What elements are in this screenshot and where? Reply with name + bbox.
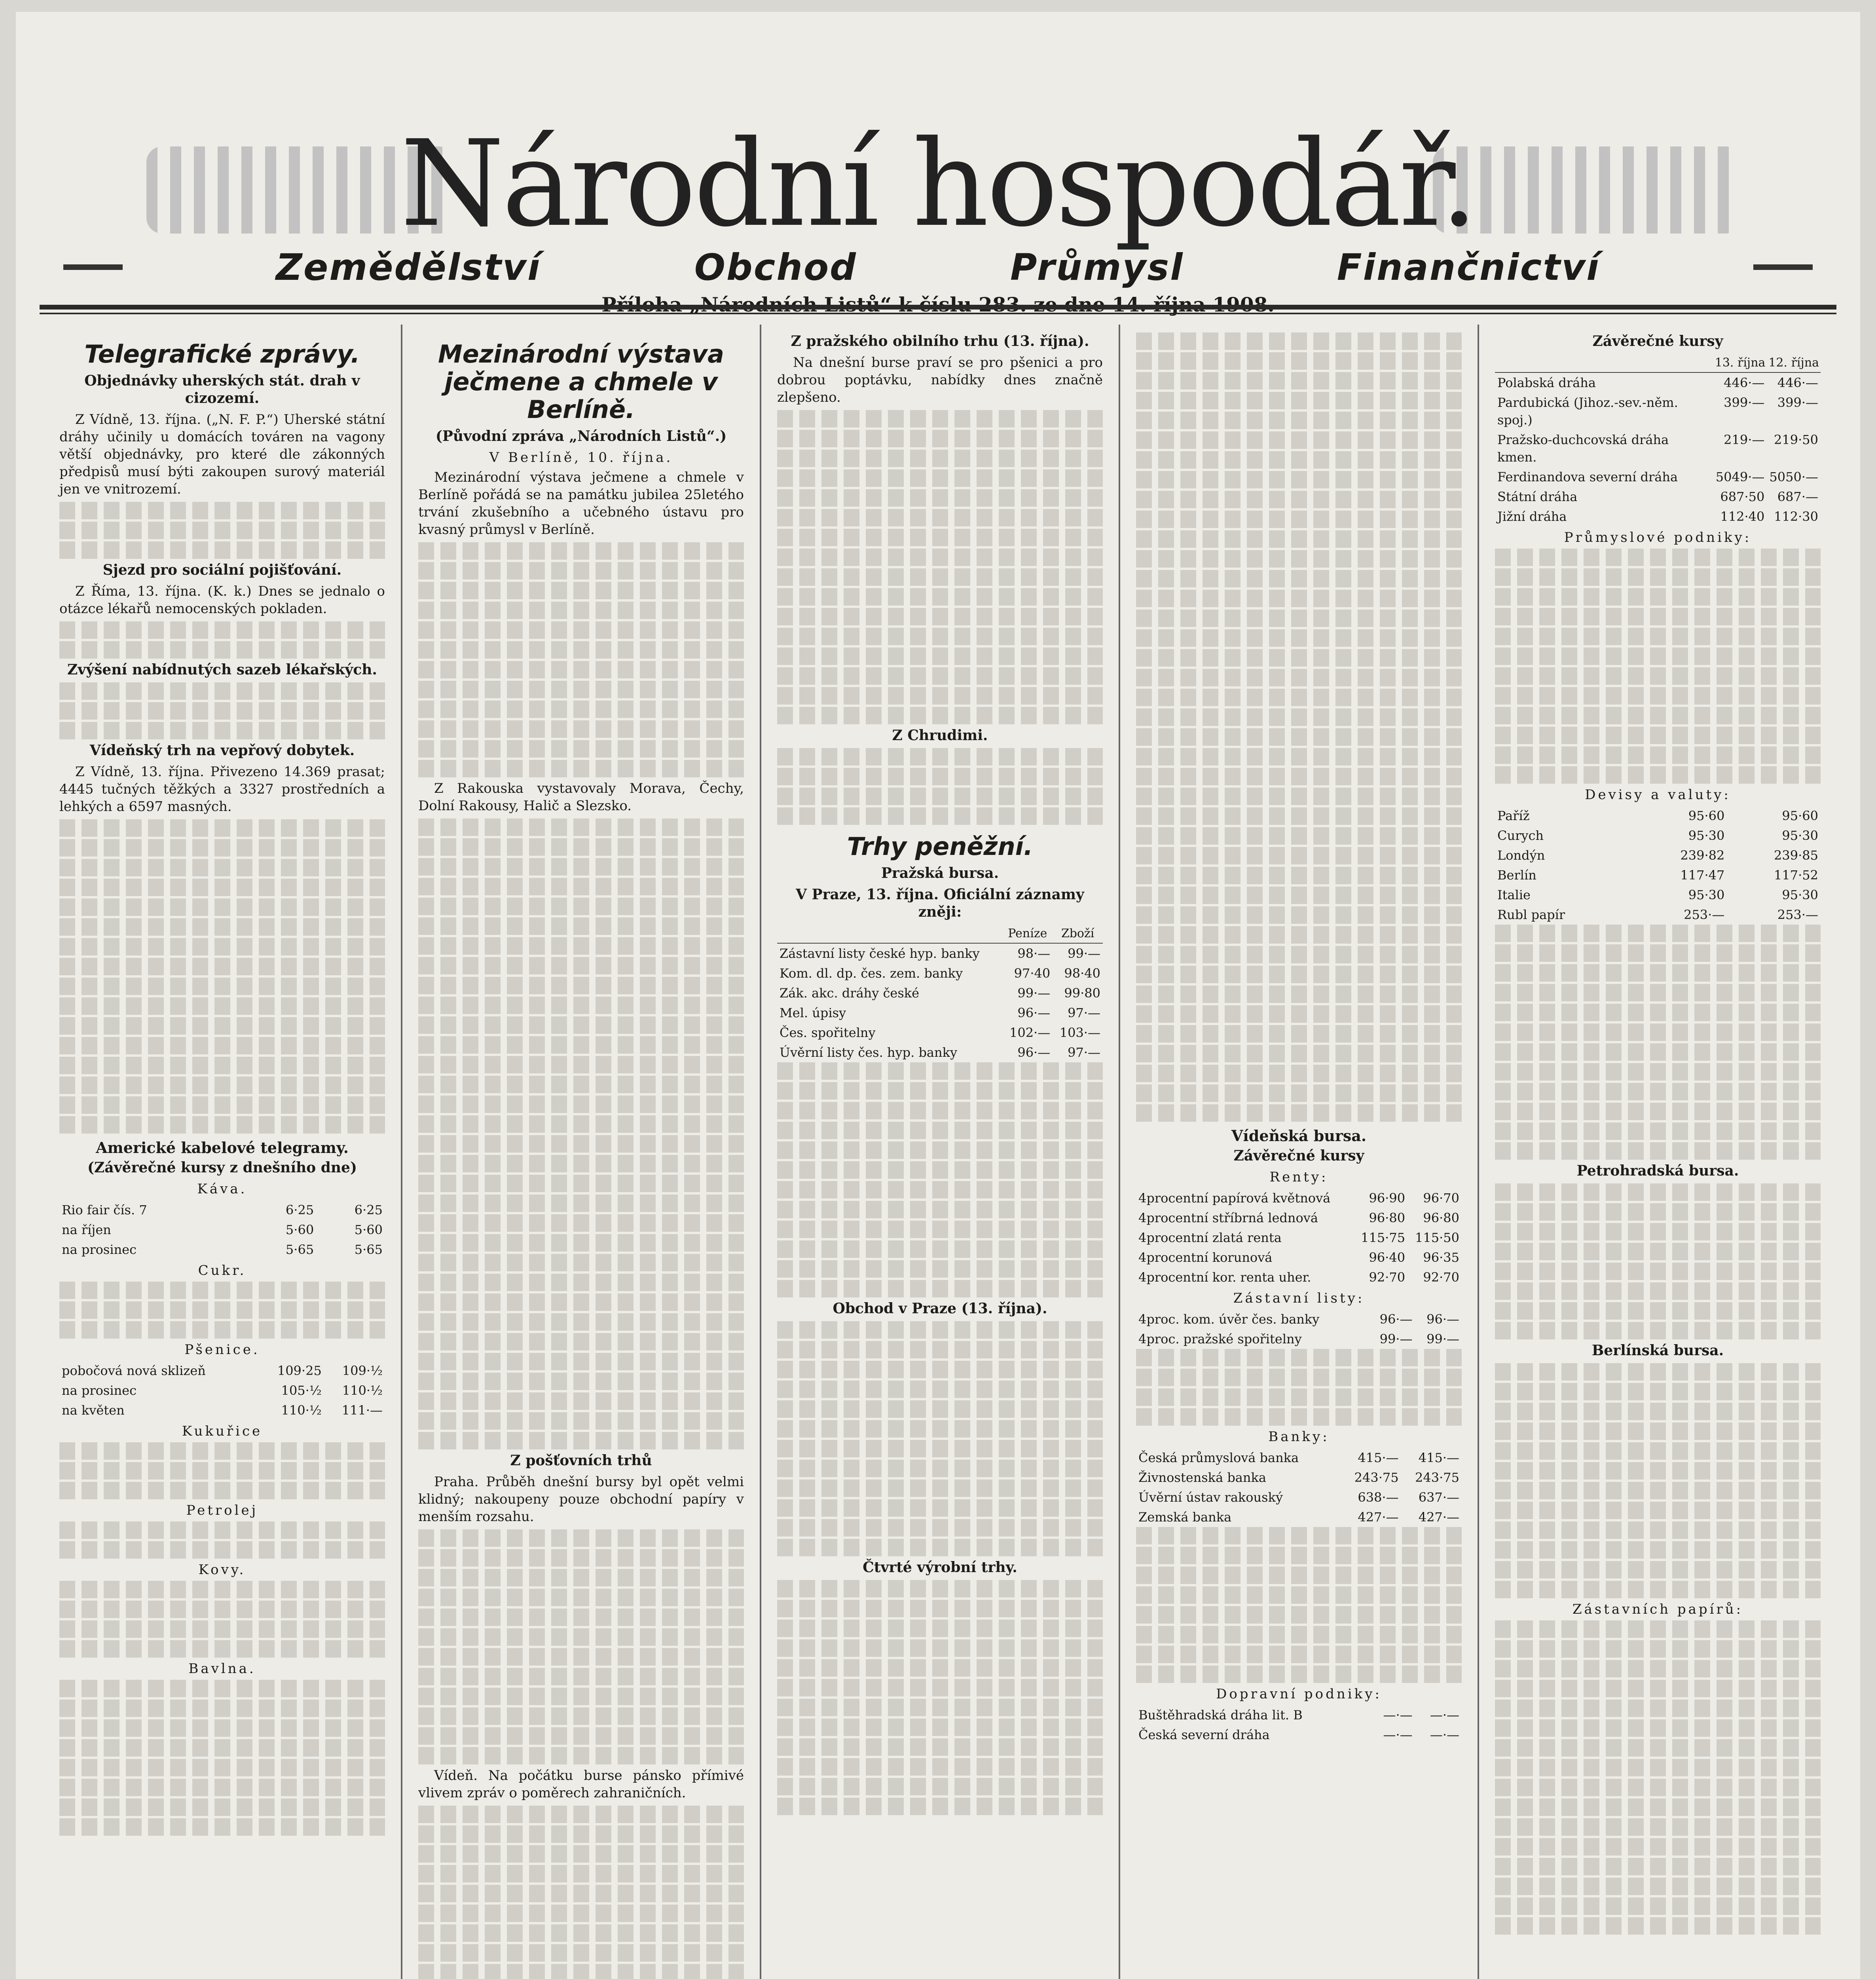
table-row xyxy=(1495,865,1821,885)
col3-sub2: Z Chrudimi. xyxy=(892,727,988,744)
row-label: Kom. dl. dp. čes. zem. banky xyxy=(780,966,963,981)
row-value: 5·65 xyxy=(354,1242,383,1257)
market-head-kovy: Kovy. xyxy=(198,1562,246,1578)
row-value: 427·— xyxy=(1358,1510,1399,1525)
table-row xyxy=(777,1023,1103,1043)
row-label: 4proc. kom. úvěr čes. banky xyxy=(1138,1312,1320,1327)
row-label: 4procentní kor. renta uher. xyxy=(1138,1270,1311,1285)
table-row xyxy=(1495,487,1821,507)
row-value: 239·82 xyxy=(1680,848,1725,863)
row-value: 415·— xyxy=(1358,1450,1399,1465)
row-value: 109·25 xyxy=(277,1363,322,1378)
row-value: 92·70 xyxy=(1369,1270,1406,1285)
table-header xyxy=(1495,354,1821,372)
column-3 xyxy=(761,325,1120,1979)
wheat-table xyxy=(59,1361,385,1420)
row-value: 115·50 xyxy=(1415,1230,1459,1245)
row-label: 4proc. pražské spořitelny xyxy=(1138,1331,1302,1347)
zastavni-table xyxy=(1136,1309,1462,1349)
row-value: 97·— xyxy=(1068,1045,1100,1060)
column-4 xyxy=(1120,325,1479,1979)
row-label: Česká průmyslová banka xyxy=(1138,1450,1299,1465)
row-label: Úvěrní ústav rakouský xyxy=(1138,1490,1283,1505)
table-row xyxy=(1136,1487,1462,1507)
row-value: —·— xyxy=(1383,1707,1413,1723)
row-value: 96·70 xyxy=(1423,1191,1459,1206)
row-value: 97·— xyxy=(1068,1005,1100,1020)
row-value: 97·40 xyxy=(1014,966,1051,981)
table-row xyxy=(1495,430,1821,467)
table-row xyxy=(1136,1188,1462,1208)
row-label: Paříž xyxy=(1497,808,1530,823)
row-label: Rio fair čís. 7 xyxy=(62,1202,147,1217)
table-row xyxy=(777,1003,1103,1023)
row-value: 638·— xyxy=(1358,1490,1399,1505)
col2-p3: Praha. Průběh dnešní bursy byl opět velmi klidný; nakoupeny pouze obchodní papíry v menším rozsahu. xyxy=(418,1474,744,1525)
row-value: 5050·— xyxy=(1769,469,1818,484)
col4-heading: Vídeňská bursa. xyxy=(1231,1127,1367,1145)
table-row xyxy=(59,1361,385,1381)
col1-p4: Z Vídně, 13. října. Přivezeno 14.369 prasat; 4445 tučných těžkých a 3327 prostředních a lehkých a 6597 masných. xyxy=(59,764,385,815)
row-value: 110·½ xyxy=(281,1403,322,1418)
row-value: 96·— xyxy=(1379,1312,1413,1327)
row-value: —·— xyxy=(1430,1727,1459,1742)
row-value: 253·— xyxy=(1684,907,1725,922)
row-label: Londýn xyxy=(1497,848,1545,863)
market-head-bavlna: Bavlna. xyxy=(188,1661,256,1677)
col1-heading: Telegrafické zprávy. xyxy=(84,340,360,368)
row-value: 92·70 xyxy=(1423,1270,1459,1285)
col1-p1: Z Vídně, 13. října. („N. F. P.“) Uherské státní dráhy učinily u domácích továren na vagony větší objednávky, pro které dle zákonných předpisů musí býti zakoupen surový materiál jen ve vnitrozemí. xyxy=(59,412,385,497)
header-rule-thin xyxy=(40,313,1836,314)
coffee-table xyxy=(59,1200,385,1259)
row-label: Pardubická (Jihoz.-sev.-něm. spoj.) xyxy=(1497,395,1678,427)
col2-p1: Mezinárodní výstava ječmene a chmele v Berlíně pořádá se na památku jubilea 25letého trvání zkušebního a učebného ústavu pro kvasný průmysl v Berlíně. xyxy=(418,469,744,537)
row-value: 95·60 xyxy=(1688,808,1725,823)
col5-head: Závěrečné kursy xyxy=(1592,333,1723,349)
col5-sub-zas: Zástavních papírů: xyxy=(1572,1601,1743,1617)
row-value: 109·½ xyxy=(342,1363,383,1378)
table-row xyxy=(1136,1705,1462,1725)
row-value: 99·— xyxy=(1426,1331,1459,1347)
row-label: Polabská dráha xyxy=(1497,375,1596,390)
header-cell xyxy=(1495,354,1713,372)
col1-sub5b: (Závěrečné kursy z dnešního dne) xyxy=(87,1159,357,1176)
table-row xyxy=(1495,372,1821,393)
row-value: 102·— xyxy=(1009,1025,1051,1040)
row-value: 253·— xyxy=(1777,907,1818,922)
row-label: Zástavní listy české hyp. banky xyxy=(780,946,980,961)
row-value: 96·90 xyxy=(1369,1191,1406,1206)
rule-dash xyxy=(1753,264,1813,270)
row-label: Úvěrní listy čes. hyp. banky xyxy=(780,1045,958,1060)
col4-sub-banky: Banky: xyxy=(1268,1429,1330,1445)
row-label: na květen xyxy=(62,1403,125,1418)
table-row xyxy=(1495,806,1821,826)
row-value: 96·— xyxy=(1017,1005,1051,1020)
col1-p2: Z Říma, 13. října. (K. k.) Dnes se jednalo o otázce lékařů nemocenských pokladen. xyxy=(59,583,385,617)
row-value: 96·80 xyxy=(1423,1210,1459,1225)
table-row xyxy=(1136,1329,1462,1349)
col5-sub-berlin: Berlínská bursa. xyxy=(1591,1342,1724,1359)
row-value: 115·75 xyxy=(1361,1230,1406,1245)
row-value: 96·— xyxy=(1426,1312,1459,1327)
row-value: 117·47 xyxy=(1680,868,1725,883)
table-row xyxy=(59,1220,385,1240)
row-value: 99·80 xyxy=(1064,986,1100,1001)
header-cell: Zboží xyxy=(1053,925,1103,943)
row-label: 4procentní zlatá renta xyxy=(1138,1230,1282,1245)
row-value: 95·30 xyxy=(1688,828,1725,843)
market-head-cukr: Cukr. xyxy=(198,1263,247,1278)
table-row xyxy=(777,1043,1103,1062)
row-value: 446·— xyxy=(1724,375,1765,390)
row-value: 96·35 xyxy=(1423,1250,1459,1265)
table-row xyxy=(1136,1309,1462,1329)
row-value: 95·30 xyxy=(1688,887,1725,902)
row-value: —·— xyxy=(1383,1727,1413,1742)
row-value: 687·— xyxy=(1777,489,1818,504)
row-value: 111·— xyxy=(341,1403,383,1418)
row-value: 446·— xyxy=(1777,375,1818,390)
col1-sub1: Objednávky uherských stát. drah v cizozemí. xyxy=(84,372,360,406)
row-label: Zák. akc. dráhy české xyxy=(780,986,920,1001)
row-value: 110·½ xyxy=(342,1383,383,1398)
table-row xyxy=(777,943,1103,963)
newspaper-page xyxy=(16,12,1860,1979)
row-label: Živnostenská banka xyxy=(1138,1470,1266,1485)
col5-sub-prumysl: Průmyslové podniky: xyxy=(1564,530,1752,545)
row-value: 99·— xyxy=(1017,986,1051,1001)
row-value: 239·85 xyxy=(1774,848,1818,863)
row-value: —·— xyxy=(1430,1707,1459,1723)
row-value: 103·— xyxy=(1059,1025,1100,1040)
row-label: Berlín xyxy=(1497,868,1536,883)
market-head-kava: Káva. xyxy=(197,1181,247,1197)
columns xyxy=(44,325,1836,1979)
table-row xyxy=(1495,905,1821,925)
masthead xyxy=(16,115,1860,321)
row-value: 99·— xyxy=(1379,1331,1413,1347)
row-value: 427·— xyxy=(1418,1510,1459,1525)
table-row xyxy=(1136,1468,1462,1487)
header-cell: 13. října xyxy=(1713,354,1767,372)
row-value: 637·— xyxy=(1418,1490,1459,1505)
header-cell xyxy=(777,925,1002,943)
section-zemedelstvi: Zemědělství xyxy=(276,246,541,289)
row-value: 95·30 xyxy=(1782,828,1818,843)
col3-dateline: V Praze, 13. října. Oficiální záznamy zněji: xyxy=(796,886,1084,920)
col3-heading: Trhy peněžní. xyxy=(847,832,1033,861)
masthead-title: Národní hospodář. xyxy=(400,115,1476,253)
col3-sub4: Čtvrté výrobní trhy. xyxy=(863,1559,1017,1576)
col1-sub3: Zvýšení nabídnutých sazeb lékařských. xyxy=(67,661,377,678)
table-row xyxy=(1495,467,1821,487)
row-label: pobočová nová sklizeň xyxy=(62,1363,206,1378)
prague-bourse-table xyxy=(777,925,1103,1062)
header-cell: 12. října xyxy=(1767,354,1821,372)
col3-lead: Pražská bursa. xyxy=(881,865,999,881)
row-value: 112·40 xyxy=(1720,509,1765,524)
row-value: 95·60 xyxy=(1782,808,1818,823)
row-value: 415·— xyxy=(1418,1450,1459,1465)
section-prumysl: Průmysl xyxy=(1010,246,1184,289)
header-cell: Peníze xyxy=(1002,925,1053,943)
table-row xyxy=(1136,1507,1462,1527)
column-2 xyxy=(402,325,761,1979)
row-value: 99·— xyxy=(1068,946,1100,961)
table-row xyxy=(1136,1228,1462,1248)
row-label: na prosinec xyxy=(62,1383,137,1398)
row-label: Italie xyxy=(1497,887,1531,902)
row-label: Rubl papír xyxy=(1497,907,1565,922)
col5-sub-devisy: Devisy a valuty: xyxy=(1585,787,1731,803)
doprava-table xyxy=(1136,1705,1462,1745)
column-5 xyxy=(1479,325,1836,1979)
table-row xyxy=(1495,826,1821,845)
row-value: 219·50 xyxy=(1774,432,1818,447)
table-header xyxy=(777,925,1103,943)
row-value: 219·— xyxy=(1724,432,1765,447)
col1-sub5: Americké kabelové telegramy. xyxy=(96,1139,349,1157)
col5-sub-petr: Petrohradská bursa. xyxy=(1576,1162,1739,1179)
col2-sub: Z pošťovních trhů xyxy=(510,1452,652,1469)
table-row xyxy=(1495,885,1821,905)
row-value: 112·30 xyxy=(1774,509,1818,524)
row-value: 96·40 xyxy=(1369,1250,1406,1265)
market-head-psenice: Pšenice. xyxy=(184,1342,260,1358)
col2-dateline: V Berlíně, 10. října. xyxy=(489,450,673,465)
section-obchod: Obchod xyxy=(694,246,857,289)
col4-head: Závěrečné kursy xyxy=(1233,1147,1364,1164)
table-row xyxy=(1495,393,1821,430)
row-value: 5·65 xyxy=(285,1242,314,1257)
row-value: 687·50 xyxy=(1720,489,1765,504)
market-head-kukurice: Kukuřice xyxy=(182,1423,263,1439)
row-value: 117·52 xyxy=(1774,868,1818,883)
table-row xyxy=(1136,1248,1462,1267)
table-row xyxy=(1136,1725,1462,1745)
row-label: na prosinec xyxy=(62,1242,137,1257)
table-row xyxy=(59,1240,385,1259)
table-row xyxy=(777,983,1103,1003)
row-value: 98·— xyxy=(1017,946,1051,961)
table-row xyxy=(1495,507,1821,526)
table-row xyxy=(1136,1448,1462,1468)
row-label: Ferdinandova severní dráha xyxy=(1497,469,1678,484)
renty-table xyxy=(1136,1188,1462,1287)
row-value: 5·60 xyxy=(354,1222,383,1237)
row-label: 4procentní papírová květnová xyxy=(1138,1191,1331,1206)
col3-sub3: Obchod v Praze (13. října). xyxy=(833,1300,1047,1317)
row-value: 243·75 xyxy=(1415,1470,1459,1485)
row-label: Pražsko-duchcovská dráha kmen. xyxy=(1497,432,1669,465)
row-label: Buštěhradská dráha lit. B xyxy=(1138,1707,1303,1723)
row-label: Česká severní dráha xyxy=(1138,1727,1270,1742)
table-row xyxy=(1136,1267,1462,1287)
row-value: 96·— xyxy=(1017,1045,1051,1060)
row-value: 5049·— xyxy=(1715,469,1765,484)
table-row xyxy=(1495,845,1821,865)
row-label: Curych xyxy=(1497,828,1544,843)
col1-sub2: Sjezd pro sociální pojišťování. xyxy=(102,562,342,578)
row-value: 243·75 xyxy=(1354,1470,1399,1485)
header-rule xyxy=(40,305,1836,310)
devisy-table xyxy=(1495,806,1821,925)
row-value: 96·80 xyxy=(1369,1210,1406,1225)
col2-p4: Vídeň. Na počátku burse pánsko přímivé vlivem zpráv o poměrech zahraničních. xyxy=(418,1768,744,1801)
row-value: 6·25 xyxy=(285,1202,314,1217)
col1-sub4: Vídeňský trh na vepřový dobytek. xyxy=(89,742,355,759)
col2-p2: Z Rakouska vystavovaly Morava, Čechy, Dolní Rakousy, Halič a Slezsko. xyxy=(418,781,744,814)
row-value: 95·30 xyxy=(1782,887,1818,902)
table-row xyxy=(59,1400,385,1420)
row-value: 399·— xyxy=(1777,395,1818,410)
row-value: 399·— xyxy=(1724,395,1765,410)
row-label: Zemská banka xyxy=(1138,1510,1232,1525)
col3-sub1: Z pražského obilního trhu (13. října). xyxy=(791,333,1089,349)
row-label: Mel. úpisy xyxy=(780,1005,846,1020)
row-label: na říjen xyxy=(62,1222,111,1237)
row-label: 4procentní stříbrná lednová xyxy=(1138,1210,1318,1225)
row-label: Čes. spořitelny xyxy=(780,1025,876,1040)
col4-sub-zast: Zástavní listy: xyxy=(1233,1290,1365,1306)
row-label: Jižní dráha xyxy=(1497,509,1567,524)
table-row xyxy=(59,1200,385,1220)
row-value: 98·40 xyxy=(1064,966,1100,981)
row-value: 105·½ xyxy=(281,1383,322,1398)
banky-table xyxy=(1136,1448,1462,1527)
col3-p1: Na dnešní burse praví se pro pšenici a pro dobrou poptávku, nabídky dnes značně zlepšeno. xyxy=(777,355,1103,405)
table-row xyxy=(777,963,1103,983)
table-row xyxy=(1136,1208,1462,1228)
col2-source: (Původní zpráva „Národních Listů“.) xyxy=(435,428,727,444)
col2-heading: Mezinárodní výstava ječmene a chmele v Berlíně. xyxy=(438,340,725,424)
section-financnictvi: Finančnictví xyxy=(1337,246,1600,289)
market-head-petrolej: Petrolej xyxy=(186,1502,258,1518)
col4-sub-doprava: Dopravní podniky: xyxy=(1216,1686,1382,1702)
row-value: 5·60 xyxy=(285,1222,314,1237)
column-1 xyxy=(44,325,402,1979)
row-label: Státní dráha xyxy=(1497,489,1578,504)
col4-sub-renty: Renty: xyxy=(1269,1169,1328,1185)
rail-table xyxy=(1495,354,1821,526)
rule-dash xyxy=(63,264,123,270)
table-row xyxy=(59,1381,385,1400)
row-label: 4procentní korunová xyxy=(1138,1250,1273,1265)
row-value: 6·25 xyxy=(354,1202,383,1217)
masthead-sections xyxy=(63,245,1813,289)
